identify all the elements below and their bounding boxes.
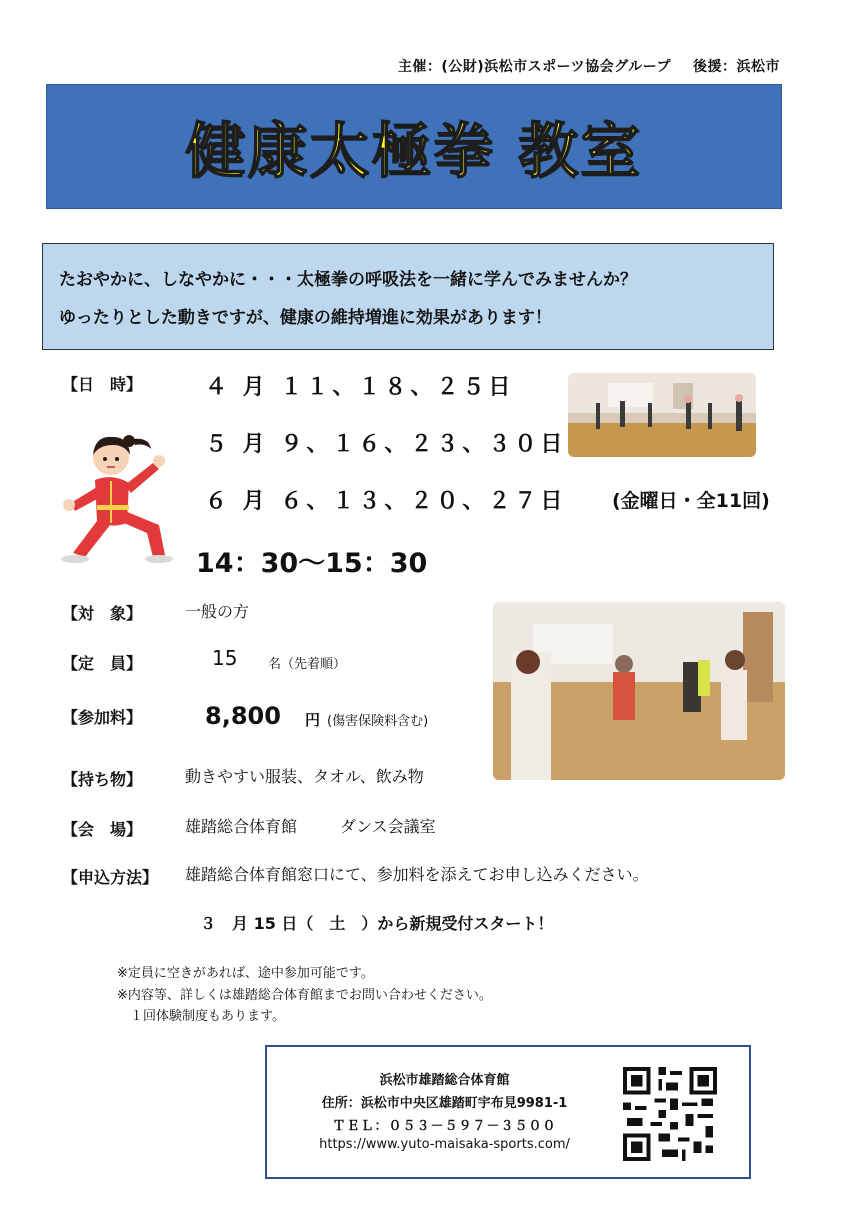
organizer-line — [398, 56, 780, 76]
target-label: 【対 象】 — [62, 604, 143, 623]
page-title: 健康太極拳 教室 — [185, 116, 643, 187]
application-value: 雄踏総合体育館窓口にて、参加料を添えてお申し込みください。 — [185, 865, 649, 884]
venue-name: 雄踏総合体育館 — [185, 817, 298, 836]
schedule-note: (金曜日・全11回) — [612, 490, 770, 512]
fee-note: (傷害保険料含む) — [327, 714, 429, 729]
qr-code-icon[interactable] — [622, 1067, 718, 1161]
contact-name: 浜松市雄踏総合体育館 — [379, 1073, 510, 1088]
intro-box — [42, 243, 774, 350]
intro-line-2: ゆったりとした動きですが、健康の維持増進に効果があります！ — [59, 308, 552, 328]
fee-unit: 円 — [305, 711, 321, 729]
capacity-label: 【定 員】 — [62, 654, 143, 673]
host-text: 主催：(公財)浜松市スポーツ協会グループ — [397, 59, 671, 75]
capacity-number: 15 — [212, 646, 238, 670]
target-value: 一般の方 — [185, 602, 250, 621]
schedule-june: ６ 月 ６、１３、２０、２７日 — [205, 489, 567, 514]
tai-chi-girl-illustration — [55, 425, 175, 570]
title-banner — [46, 84, 782, 209]
application-start: ３ 月 15 日（ 土 ）から新規受付スタート！ — [200, 914, 554, 933]
contact-box — [265, 1045, 751, 1179]
contact-url[interactable]: https://www.yuto-maisaka-sports.com/ — [319, 1137, 570, 1152]
class-photo-large — [493, 602, 785, 780]
note-2: ※内容等、詳しくは雄踏総合体育館までお問い合わせください。 — [117, 988, 492, 1003]
contact-address: 住所：浜松市中央区雄踏町宇布見9981-1 — [321, 1096, 568, 1111]
intro-line-1: たおやかに、しなやかに・・・太極拳の呼吸法を一緒に学んでみませんか？ — [59, 270, 637, 290]
fee-label: 【参加料】 — [62, 708, 143, 727]
note-1: ※定員に空きがあれば、途中参加可能です。 — [117, 966, 374, 981]
schedule-label: 【日 時】 — [62, 375, 143, 394]
capacity-unit: 名（先着順） — [268, 657, 347, 672]
items-value: 動きやすい服装、タオル、飲み物 — [185, 767, 424, 786]
items-label: 【持ち物】 — [62, 770, 143, 789]
schedule-may: ５ 月 ９、１６、２３、３０日 — [205, 432, 567, 457]
application-label: 【申込方法】 — [62, 868, 159, 887]
contact-tel: ＴＥＬ：０５３－５９７－３５００ — [332, 1119, 557, 1134]
venue-label: 【会 場】 — [62, 820, 143, 839]
schedule-april: ４ 月 １１、１８、２５日 — [205, 375, 515, 400]
class-photo-small — [568, 373, 756, 457]
schedule-time: 14：30～15：30 — [196, 548, 428, 579]
fee-amount: 8,800 — [205, 702, 281, 730]
support-text: 後援：浜松市 — [693, 59, 780, 75]
venue-room: ダンス会議室 — [340, 817, 436, 836]
note-3: １回体験制度もあります。 — [130, 1009, 285, 1024]
